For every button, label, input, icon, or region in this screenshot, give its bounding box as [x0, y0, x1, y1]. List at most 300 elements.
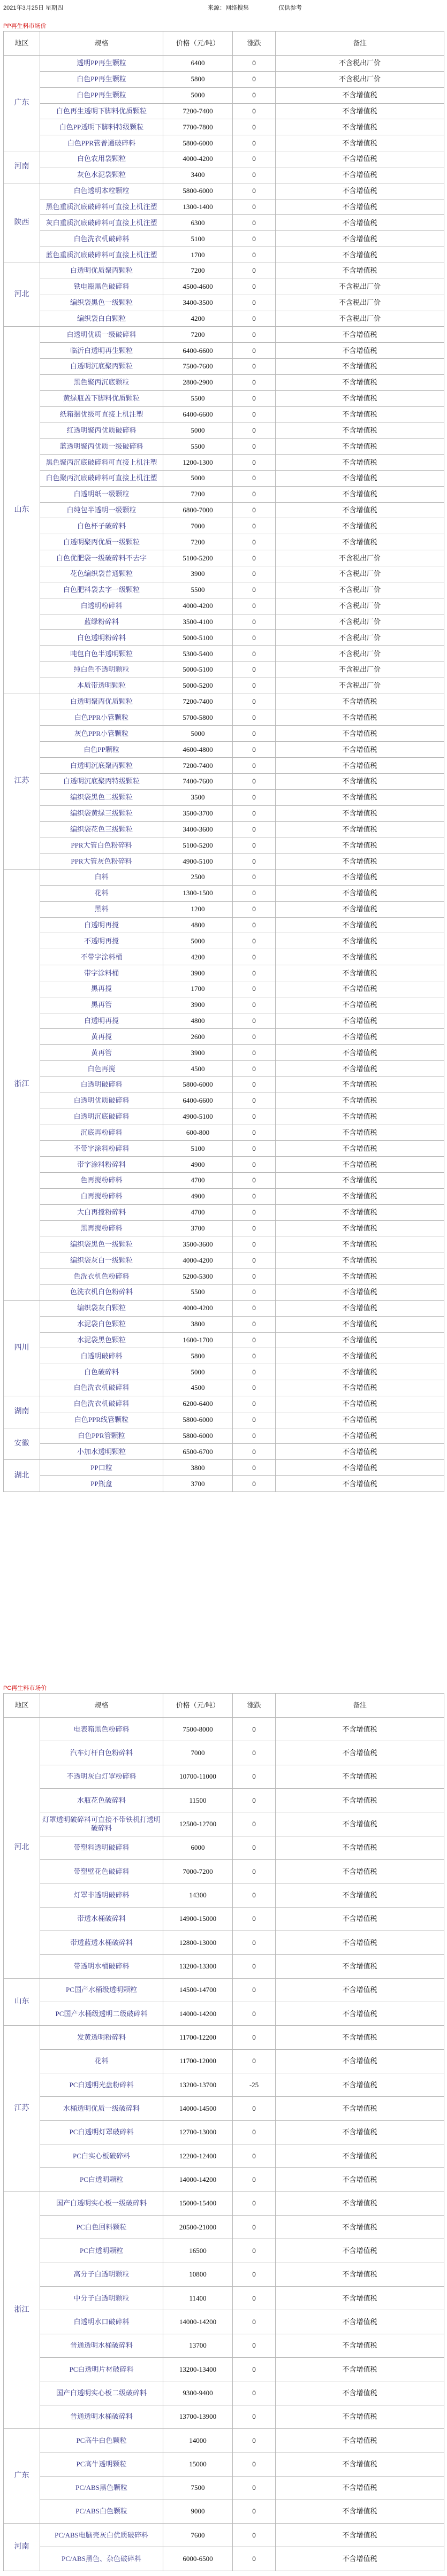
remark-cell: 不含增值税 [276, 870, 444, 886]
product-cell: 白色PP再生颗粒 [40, 87, 163, 103]
price-cell: 3700 [163, 1220, 233, 1236]
table-row [4, 231, 444, 247]
change-cell: 0 [233, 1765, 276, 1788]
change-cell: -25 [233, 2073, 276, 2096]
change-cell: 0 [233, 199, 276, 215]
region-cell: 浙江 [4, 2191, 40, 2428]
product-cell: 白色洗衣机破碎料 [40, 1396, 163, 1412]
table-row [4, 694, 444, 710]
change-cell: 0 [233, 486, 276, 502]
remark-cell: 不含增值税 [276, 1765, 444, 1788]
table-row [4, 1077, 444, 1093]
product-cell: 白色PPR管颗粒 [40, 1428, 163, 1444]
table-row [4, 1268, 444, 1285]
remark-cell: 不含增值税 [276, 1412, 444, 1428]
product-cell: 白透明沉底聚丙颗粒 [40, 359, 163, 375]
table-row [4, 2120, 444, 2144]
change-cell: 0 [233, 2120, 276, 2144]
column-header: 价格（元/吨） [163, 1694, 233, 1718]
price-cell: 9300-9400 [163, 2381, 233, 2405]
product-cell: PC/ABS白色颗粒 [40, 2500, 163, 2523]
product-cell: 带塑料透明破碎料 [40, 1836, 163, 1859]
table-row [4, 1109, 444, 1125]
change-cell: 0 [233, 71, 276, 87]
price-cell: 6400-6600 [163, 343, 233, 359]
price-cell: 5000 [163, 726, 233, 742]
remark-cell: 不含税出厂价 [276, 279, 444, 295]
remark-cell: 不含增值税 [276, 374, 444, 390]
table-row [4, 2239, 444, 2263]
change-cell: 0 [233, 406, 276, 422]
change-cell: 0 [233, 837, 276, 853]
product-cell: PC国产水桶级透明颗粒 [40, 1978, 163, 2002]
change-cell: 0 [233, 1252, 276, 1268]
price-cell: 5000 [163, 1364, 233, 1380]
price-cell: 1300-1400 [163, 199, 233, 215]
price-cell: 11500 [163, 1788, 233, 1812]
change-cell: 0 [233, 1931, 276, 1954]
change-cell: 0 [233, 1204, 276, 1220]
product-cell: 普通透明水桶破碎料 [40, 2334, 163, 2357]
remark-cell: 不含增值税 [276, 2191, 444, 2215]
remark-cell: 不含增值税 [276, 1061, 444, 1077]
table-row [4, 1157, 444, 1173]
table-row [4, 263, 444, 279]
price-cell: 13700-13900 [163, 2405, 233, 2428]
remark-cell: 不含增值税 [276, 1204, 444, 1220]
remark-cell: 不含增值税 [276, 1316, 444, 1332]
product-cell: 白色肥料袋去字一级颗粒 [40, 582, 163, 598]
change-cell: 0 [233, 390, 276, 406]
change-cell: 0 [233, 949, 276, 965]
table-header-row [4, 1694, 444, 1718]
remark-cell: 不含增值税 [276, 87, 444, 103]
change-cell: 0 [233, 151, 276, 167]
price-cell: 5200-5300 [163, 1268, 233, 1285]
change-cell: 0 [233, 470, 276, 486]
price-cell: 7500 [163, 2476, 233, 2500]
change-cell: 0 [233, 1061, 276, 1077]
change-cell: 0 [233, 821, 276, 837]
change-cell: 0 [233, 279, 276, 295]
change-cell: 0 [233, 566, 276, 582]
table-row [4, 837, 444, 853]
change-cell: 0 [233, 422, 276, 439]
price-cell: 12800-13000 [163, 1931, 233, 1954]
price-cell: 12700-13000 [163, 2120, 233, 2144]
product-cell: 灰色水泥袋颗粒 [40, 167, 163, 183]
price-cell: 14300 [163, 1883, 233, 1907]
price-cell: 5500 [163, 390, 233, 406]
product-cell: 水泥袋白色颗粒 [40, 1316, 163, 1332]
remark-cell: 不含增值税 [276, 1141, 444, 1157]
product-cell: 发黄透明粉碎料 [40, 2026, 163, 2049]
remark-cell: 不含增值税 [276, 1029, 444, 1045]
change-cell: 0 [233, 167, 276, 183]
table-row [4, 2002, 444, 2025]
price-cell: 5000 [163, 470, 233, 486]
price-cell: 15000 [163, 2452, 233, 2476]
product-cell: 水泥袋黑色颗粒 [40, 1332, 163, 1348]
product-cell: 白色聚丙沉底破碎料可直接上机注塑 [40, 470, 163, 486]
change-cell: 0 [233, 1332, 276, 1348]
price-cell: 14000-14500 [163, 2097, 233, 2120]
table-row [4, 678, 444, 694]
table-row [4, 455, 444, 471]
product-cell: 黑色聚丙沉底破碎料可直接上机注塑 [40, 455, 163, 471]
table-row [4, 2049, 444, 2073]
price-cell: 3400-3500 [163, 295, 233, 311]
product-cell: PC/ABS黑色、杂色破碎料 [40, 2547, 163, 2571]
price-cell: 1200 [163, 901, 233, 917]
product-cell: 编织袋灰白颗粒 [40, 1300, 163, 1316]
change-cell: 0 [233, 2334, 276, 2357]
table-row [4, 1252, 444, 1268]
remark-cell: 不含税出厂价 [276, 598, 444, 614]
report-source: 来源：网络搜集 [208, 5, 249, 11]
price-cell: 3500-3600 [163, 1236, 233, 1252]
change-cell: 0 [233, 2524, 276, 2547]
remark-cell: 不含增值税 [276, 1173, 444, 1189]
change-cell: 0 [233, 502, 276, 518]
product-cell: 灰白重质沉底破碎料可直接上机注塑 [40, 215, 163, 231]
region-cell: 陕西 [4, 183, 40, 263]
table-row [4, 327, 444, 343]
product-cell: 黑色重质沉底破碎料可直接上机注塑 [40, 199, 163, 215]
change-cell: 0 [233, 1236, 276, 1252]
remark-cell: 不含增值税 [276, 1812, 444, 1836]
price-cell: 7200 [163, 486, 233, 502]
product-cell: 透明PP再生颗粒 [40, 56, 163, 72]
product-cell: PC白透明颗粒 [40, 2168, 163, 2191]
table-row [4, 279, 444, 295]
change-cell: 0 [233, 295, 276, 311]
change-cell: 0 [233, 1788, 276, 1812]
product-cell: 汽车灯杆白色粉碎料 [40, 1741, 163, 1765]
table-row [4, 758, 444, 774]
remark-cell: 不含增值税 [276, 2049, 444, 2073]
remark-cell: 不含增值税 [276, 901, 444, 917]
remark-cell: 不含增值税 [276, 439, 444, 455]
remark-cell: 不含增值税 [276, 2500, 444, 2523]
product-cell: PPR大管灰色粉碎料 [40, 853, 163, 870]
table-row [4, 1125, 444, 1141]
price-cell: 2600 [163, 1029, 233, 1045]
price-cell: 5000 [163, 422, 233, 439]
table-row [4, 119, 444, 135]
product-cell: PC白透明光盘粉碎料 [40, 2073, 163, 2096]
product-cell: 黑色聚丙沉底颗粒 [40, 374, 163, 390]
change-cell: 0 [233, 630, 276, 646]
change-cell: 0 [233, 215, 276, 231]
table-row [4, 2191, 444, 2215]
table-row [4, 2334, 444, 2357]
table-header-row [4, 32, 444, 56]
table-row [4, 742, 444, 758]
remark-cell: 不含增值税 [276, 2026, 444, 2049]
remark-cell: 不含增值税 [276, 406, 444, 422]
change-cell: 0 [233, 2310, 276, 2334]
product-cell: 带塑壁花色破碎料 [40, 1859, 163, 1883]
remark-cell: 不含税出厂价 [276, 56, 444, 72]
price-cell: 16500 [163, 2239, 233, 2263]
change-cell: 0 [233, 2500, 276, 2523]
remark-cell: 不含增值税 [276, 1955, 444, 1978]
price-cell: 4800 [163, 1013, 233, 1029]
change-cell: 0 [233, 598, 276, 614]
remark-cell: 不含税出厂价 [276, 311, 444, 327]
product-cell: 花料 [40, 2049, 163, 2073]
price-cell: 7600 [163, 2524, 233, 2547]
column-header: 涨跌 [233, 32, 276, 56]
section-title: PC再生料市场价 [3, 1685, 47, 1691]
product-cell: 白透明优质聚丙颗粒 [40, 263, 163, 279]
page-header [0, 0, 447, 21]
product-cell: 中分子白透明颗粒 [40, 2286, 163, 2310]
table-row [4, 662, 444, 678]
product-cell: 白料 [40, 870, 163, 886]
remark-cell: 不含增值税 [276, 135, 444, 151]
region-cell: 河南 [4, 2524, 40, 2571]
product-cell: 白色再生透明下脚料优质颗粒 [40, 103, 163, 119]
remark-cell: 不含增值税 [276, 1125, 444, 1141]
product-cell: 白再搅粉碎料 [40, 1188, 163, 1204]
remark-cell: 不含增值税 [276, 2428, 444, 2452]
remark-cell: 不含增值税 [276, 1300, 444, 1316]
product-cell: 不透明灰白灯罩粉碎料 [40, 1765, 163, 1788]
price-cell: 3800 [163, 1316, 233, 1332]
table-row [4, 135, 444, 151]
change-cell: 0 [233, 103, 276, 119]
product-cell: 白色透明粉碎料 [40, 630, 163, 646]
table-row [4, 2547, 444, 2571]
product-cell: 白色PPR管普通破碎料 [40, 135, 163, 151]
change-cell: 0 [233, 1836, 276, 1859]
change-cell: 0 [233, 1978, 276, 2002]
region-cell: 湖北 [4, 1460, 40, 1492]
product-cell: 灯罩非透明破碎料 [40, 1883, 163, 1907]
product-cell: 蓝绿粉碎料 [40, 614, 163, 630]
change-cell: 0 [233, 965, 276, 981]
change-cell: 0 [233, 2286, 276, 2310]
price-cell: 5800-6000 [163, 183, 233, 199]
price-cell: 4900-5100 [163, 853, 233, 870]
table-row [4, 374, 444, 390]
table-row [4, 151, 444, 167]
product-cell: 白透明优质破碎料 [40, 1093, 163, 1109]
remark-cell: 不含增值税 [276, 199, 444, 215]
product-cell: 电表箱黑色粉碎料 [40, 1718, 163, 1741]
remark-cell: 不含增值税 [276, 2381, 444, 2405]
change-cell: 0 [233, 1316, 276, 1332]
product-cell: PC白色回料颗粒 [40, 2215, 163, 2239]
table-row [4, 390, 444, 406]
table-row [4, 183, 444, 199]
change-cell: 0 [233, 678, 276, 694]
price-cell: 2800-2900 [163, 374, 233, 390]
table-row [4, 71, 444, 87]
table-row [4, 821, 444, 837]
change-cell: 0 [233, 1284, 276, 1300]
remark-cell: 不含增值税 [276, 1077, 444, 1093]
remark-cell: 不含增值税 [276, 390, 444, 406]
price-cell: 6200-6400 [163, 1396, 233, 1412]
change-cell: 0 [233, 2381, 276, 2405]
product-cell: 灯罩透明破碎料可直接不带铁机打透明破碎料 [40, 1812, 163, 1836]
remark-cell: 不含增值税 [276, 1364, 444, 1380]
price-cell: 13200-13700 [163, 2073, 233, 2096]
change-cell: 0 [233, 2405, 276, 2428]
product-cell: 白色透明本粒颗粒 [40, 183, 163, 199]
price-cell: 3400 [163, 167, 233, 183]
change-cell: 0 [233, 343, 276, 359]
price-cell: 6500-6700 [163, 1444, 233, 1460]
remark-cell: 不含增值税 [276, 1788, 444, 1812]
table-row [4, 439, 444, 455]
table-row [4, 1836, 444, 1859]
table-row [4, 1029, 444, 1045]
price-cell: 13200-13300 [163, 1955, 233, 1978]
price-cell: 5100 [163, 231, 233, 247]
price-cell: 5800 [163, 71, 233, 87]
change-cell: 0 [233, 2168, 276, 2191]
remark-cell: 不含增值税 [276, 502, 444, 518]
change-cell: 0 [233, 1859, 276, 1883]
product-cell: PC白透明片材破碎料 [40, 2357, 163, 2381]
change-cell: 0 [233, 2026, 276, 2049]
product-cell: 色洗衣机白色粉碎料 [40, 1284, 163, 1300]
product-cell: PP口粒 [40, 1460, 163, 1476]
change-cell: 0 [233, 853, 276, 870]
change-cell: 0 [233, 550, 276, 566]
remark-cell: 不含增值税 [276, 2120, 444, 2144]
price-cell: 5800 [163, 1348, 233, 1364]
remark-cell: 不含增值税 [276, 263, 444, 279]
table-row [4, 1045, 444, 1061]
price-cell: 4900 [163, 1157, 233, 1173]
table-row [4, 2026, 444, 2049]
remark-cell: 不含增值税 [276, 853, 444, 870]
product-cell: 白透明优质一级破碎料 [40, 327, 163, 343]
change-cell: 0 [233, 646, 276, 662]
price-cell: 11400 [163, 2286, 233, 2310]
table-row [4, 502, 444, 518]
region-cell: 安徽 [4, 1428, 40, 1460]
price-cell: 3400-3600 [163, 821, 233, 837]
product-cell: 白纯包半透明一级颗粒 [40, 502, 163, 518]
remark-cell: 不含税出厂价 [276, 662, 444, 678]
product-cell: 纯白色不透明颗粒 [40, 662, 163, 678]
product-cell: PC白实心板破碎料 [40, 2144, 163, 2167]
table-row [4, 295, 444, 311]
price-cell: 1600-1700 [163, 1332, 233, 1348]
price-cell: 1300-1500 [163, 885, 233, 901]
remark-cell: 不含税出厂价 [276, 678, 444, 694]
report-note: 仅供参考 [278, 5, 302, 11]
product-cell: 红透明聚丙优质破碎料 [40, 422, 163, 439]
table-row [4, 2476, 444, 2500]
product-cell: PP瓶盒 [40, 1476, 163, 1492]
table-row [4, 1093, 444, 1109]
remark-cell: 不含增值税 [276, 2524, 444, 2547]
change-cell: 0 [233, 56, 276, 72]
product-cell: 白色杯子破碎料 [40, 518, 163, 534]
table-row [4, 2144, 444, 2167]
remark-cell: 不含增值税 [276, 1476, 444, 1492]
product-cell: PC高牛白色颗粒 [40, 2428, 163, 2452]
table-row [4, 2263, 444, 2286]
region-cell: 河南 [4, 151, 40, 183]
change-cell: 0 [233, 183, 276, 199]
price-cell: 5000-5100 [163, 662, 233, 678]
remark-cell: 不含增值税 [276, 183, 444, 199]
table-row [4, 1812, 444, 1836]
remark-cell: 不含增值税 [276, 534, 444, 550]
table-row [4, 1332, 444, 1348]
section-title: PP再生料市场价 [3, 23, 47, 29]
table-row [4, 2381, 444, 2405]
product-cell: 国产白透明实心板一级破碎料 [40, 2191, 163, 2215]
table-row [4, 518, 444, 534]
change-cell: 0 [233, 2144, 276, 2167]
remark-cell: 不含增值税 [276, 949, 444, 965]
report-date: 2021年3月25日 星期四 [3, 5, 63, 11]
price-cell: 5100-5200 [163, 837, 233, 853]
remark-cell: 不含增值税 [276, 2452, 444, 2476]
price-cell: 1200-1300 [163, 455, 233, 471]
table-row [4, 1859, 444, 1883]
price-cell: 14900-15000 [163, 1907, 233, 1931]
change-cell: 0 [233, 2002, 276, 2025]
product-cell: 白色PPR小管颗粒 [40, 710, 163, 726]
table-row [4, 486, 444, 502]
price-cell: 4200 [163, 311, 233, 327]
remark-cell: 不含增值税 [276, 1348, 444, 1364]
table-row [4, 2310, 444, 2334]
table-row [4, 710, 444, 726]
change-cell: 0 [233, 87, 276, 103]
table-row [4, 87, 444, 103]
remark-cell: 不含增值税 [276, 1268, 444, 1285]
remark-cell: 不含增值税 [276, 2357, 444, 2381]
price-cell: 3900 [163, 1045, 233, 1061]
product-cell: 沉底再粉碎料 [40, 1125, 163, 1141]
remark-cell: 不含增值税 [276, 821, 444, 837]
product-cell: 编织袋黑色二级颗粒 [40, 789, 163, 805]
change-cell: 0 [233, 726, 276, 742]
column-header: 规格 [40, 32, 163, 56]
remark-cell: 不含增值税 [276, 1236, 444, 1252]
product-cell: 色再搅粉碎料 [40, 1173, 163, 1189]
column-header: 备注 [276, 1694, 444, 1718]
product-cell: 白透明纸一级颗粒 [40, 486, 163, 502]
price-cell: 4000-4200 [163, 151, 233, 167]
price-cell: 7500-7600 [163, 359, 233, 375]
change-cell: 0 [233, 1188, 276, 1204]
price-cell: 5300-5400 [163, 646, 233, 662]
table-row [4, 965, 444, 981]
product-cell: 纸箱捆优级可直接上机注塑 [40, 406, 163, 422]
change-cell: 0 [233, 917, 276, 933]
table-row [4, 1931, 444, 1954]
price-cell: 7000 [163, 1741, 233, 1765]
product-cell: 带字涂料粉碎料 [40, 1157, 163, 1173]
price-cell: 6800-7000 [163, 502, 233, 518]
change-cell: 0 [233, 1029, 276, 1045]
remark-cell: 不含增值税 [276, 1444, 444, 1460]
price-cell: 6400 [163, 56, 233, 72]
price-cell: 3900 [163, 997, 233, 1013]
